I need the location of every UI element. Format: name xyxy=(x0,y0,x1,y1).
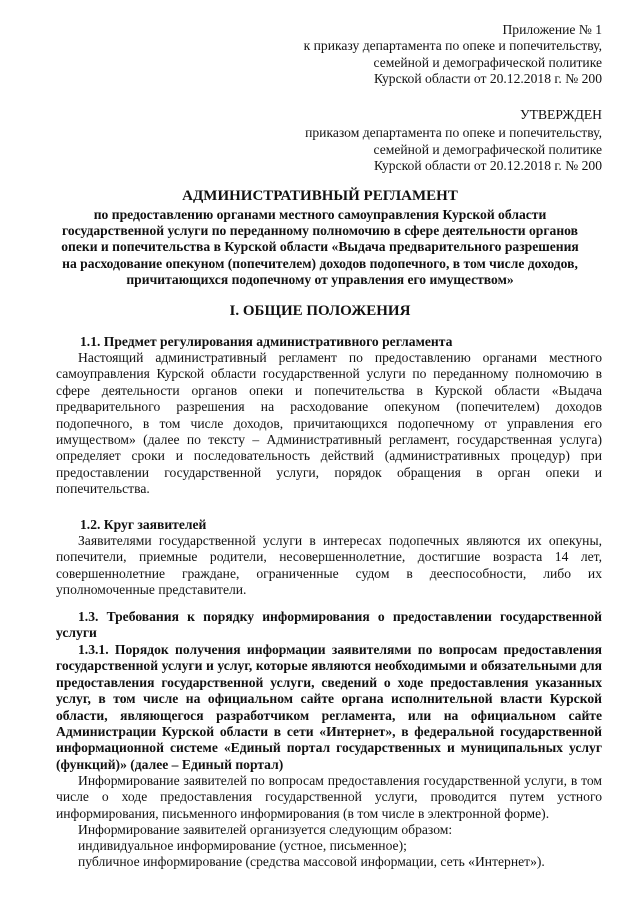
info-paragraph: Информирование заявителей по вопросам предоставления государственной услуги, в том числе о ходе предоставления государственной услуги, проводится путем устного информирования, письменного информирования (в том числе в электронной форме). xyxy=(56,773,602,821)
info-organization-line: Информирование заявителей организуется следующим образом: xyxy=(78,822,453,837)
section-1-3-heading: 1.3. Требования к порядку информирования о предоставлении государственной услуги xyxy=(56,609,602,641)
appendix-policy-line: семейной и демографической политике xyxy=(373,54,602,70)
appendix-block xyxy=(304,22,602,88)
approved-title: УТВЕРЖДЕН xyxy=(520,107,602,122)
approved-order-line: приказом департамента по опеке и попечительству, xyxy=(305,125,602,141)
individual-info-line: индивидуальное информирование (устное, письменное); xyxy=(78,838,407,853)
section-title: I. ОБЩИЕ ПОЛОЖЕНИЯ xyxy=(229,303,411,319)
approved-date-line: Курской области от 20.12.2018 г. № 200 xyxy=(373,158,602,174)
public-info-line: публичное информирование (средства массовой информации, сеть «Интернет»). xyxy=(78,854,545,869)
section-1-1-text: Настоящий административный регламент по предоставлению органами местного самоуправления Курской области государственной услуги по переданному полномочию в сфере деятельности органов опеки и попечительства в Курской области «Выдача предварительного разрешения на расходование опекуном (попечителем) доходов подопечного, в том числе доходов, причитающихся подопечному от управления его имуществом» (далее по тексту – Административный регламент, государственная услуга) определяет сроки и последовательность действий (административных процедур) при предоставлении государственной услуги, порядок обращения в орган опеки и попечительства. xyxy=(56,350,602,497)
appendix-number: Приложение № 1 xyxy=(502,22,602,37)
section-1-2-heading: 1.2. Круг заявителей xyxy=(80,517,207,532)
doc-title: АДМИНИСТРАТИВНЫЙ РЕГЛАМЕНТ xyxy=(182,188,458,204)
appendix-order-line: к приказу департамента по опеке и попечительству, xyxy=(303,38,602,54)
approved-block xyxy=(305,107,602,175)
doc-subtitle: по предоставлению органами местного самоуправления Курской области государственной услуги по переданному полномочию в сфере деятельности органов опеки и попечительства в Курской области «Выдача предварительного разрешения на расходование опекуном (попечителем) доходов подопечного, в том числе доходов, причитающихся подопечному от управления его имуществом» xyxy=(61,207,579,287)
appendix-date-line: Курской области от 20.12.2018 г. № 200 xyxy=(373,71,602,87)
approved-policy-line: семейной и демографической политике xyxy=(373,141,602,157)
section-1-3-1-heading: 1.3.1. Порядок получения информации заявителями по вопросам предоставления государственной услуги и услуг, которые являются необходимыми и обязательными для предоставления государственной услуги, сведений о ходе предоставления указанных услуг, в том числе на официальном сайте органа исполнительной власти Курской области, являющегося разработчиком регламента, или на официальном сайте Администрации Курской области в сети «Интернет», в федеральной государственной информационной системе «Единый портал государственных и муниципальных услуг (функций)» (далее – Единый портал) xyxy=(56,642,602,772)
section-1-2-text: Заявителями государственной услуги в интересах подопечных являются их опекуны, попечители, приемные родители, несовершеннолетние, достигшие возраста 14 лет, совершеннолетние граждане, ограниченные судом в дееспособности, либо их уполномоченные представители. xyxy=(56,533,602,598)
section-1-1-heading: 1.1. Предмет регулирования административного регламента xyxy=(80,334,453,349)
